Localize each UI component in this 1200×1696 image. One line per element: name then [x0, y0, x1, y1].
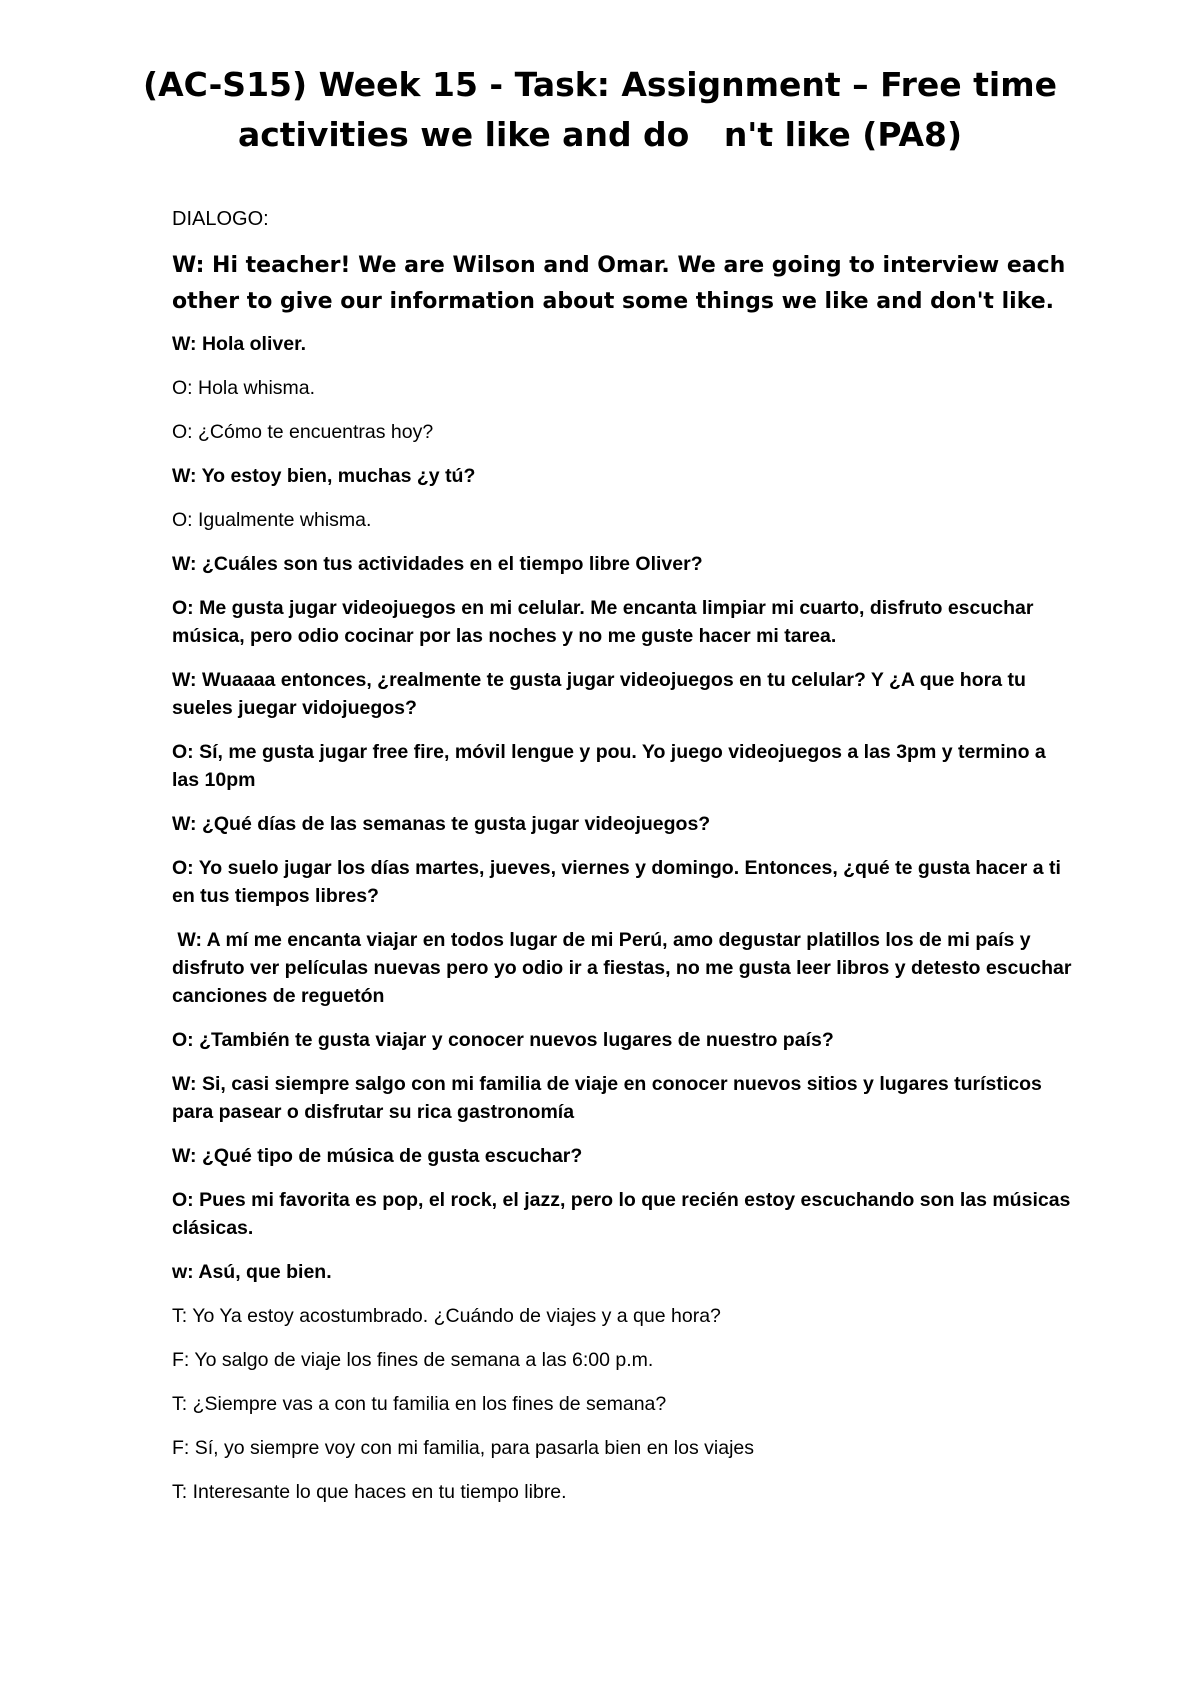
dialogue-line: W: A mí me encanta viajar en todos lugar de mi Perú, amo degustar platillos los de mi país y disfruto ver películas nuevas pero yo odio ir a fiestas, no me gusta leer libros y detesto escuchar canciones de reguetón	[172, 929, 1077, 1007]
dialogue-line: T: ¿Siempre vas a con tu familia en los fines de semana?	[172, 1393, 667, 1415]
dialogue-line: W: Hola oliver.	[172, 333, 307, 355]
dialogue-line: O: Pues mi favorita es pop, el rock, el jazz, pero lo que recién estoy escuchando son las músicas clásicas.	[172, 1189, 1076, 1239]
intro-paragraph: W: Hi teacher! We are Wilson and Omar. We are going to interview each other to give our information about some things we like and don't like.	[172, 253, 1066, 314]
dialogue-line: w: Asú, que bien.	[172, 1261, 332, 1283]
dialogue-line: W: Wuaaaa entonces, ¿realmente te gusta jugar videojuegos en tu celular? Y ¿A que hora tu sueles juegar vidojuegos?	[172, 669, 1032, 719]
dialogue-line: F: Sí, yo siempre voy con mi familia, para pasarla bien en los viajes	[172, 1437, 755, 1459]
document-title: (AC-S15) Week 15 - Task: Assignment – Free time activities we like and do n't like (PA8)	[143, 65, 1069, 154]
dialogue-line: O: Igualmente whisma.	[172, 509, 372, 531]
dialogue-line: T: Yo Ya estoy acostumbrado. ¿Cuándo de viajes y a que hora?	[172, 1305, 721, 1327]
document-body	[172, 204, 1077, 1522]
section-heading: DIALOGO:	[172, 208, 269, 230]
dialogue-line: O: Yo suelo jugar los días martes, jueves, viernes y domingo. Entonces, ¿qué te gusta hacer a ti en tus tiempos libres?	[172, 857, 1067, 907]
dialogue-line: O: Hola whisma.	[172, 377, 316, 399]
dialogue-line: W: Si, casi siempre salgo con mi familia de viaje en conocer nuevos sitios y lugares turísticos para pasear o disfrutar su rica gastronomía	[172, 1073, 1048, 1123]
dialogue-line: W: ¿Qué tipo de música de gusta escuchar?	[172, 1145, 583, 1167]
dialogue-line: W: ¿Cuáles son tus actividades en el tiempo libre Oliver?	[172, 553, 703, 575]
dialogue-line: O: ¿También te gusta viajar y conocer nuevos lugares de nuestro país?	[172, 1029, 834, 1051]
dialogue-line: O: Sí, me gusta jugar free fire, móvil lengue y pou. Yo juego videojuegos a las 3pm y termino a las 10pm	[172, 741, 1052, 791]
dialogue-line: O: Me gusta jugar videojuegos en mi celular. Me encanta limpiar mi cuarto, disfruto escuchar música, pero odio cocinar por las noches y no me guste hacer mi tarea.	[172, 597, 1039, 647]
dialogue-line: T: Interesante lo que haces en tu tiempo libre.	[172, 1481, 567, 1503]
dialogue-line: W: Yo estoy bien, muchas ¿y tú?	[172, 465, 476, 487]
dialogue-line: W: ¿Qué días de las semanas te gusta jugar videojuegos?	[172, 813, 711, 835]
dialogue-line: O: ¿Cómo te encuentras hoy?	[172, 421, 434, 443]
dialogue-line: F: Yo salgo de viaje los fines de semana a las 6:00 p.m.	[172, 1349, 654, 1371]
